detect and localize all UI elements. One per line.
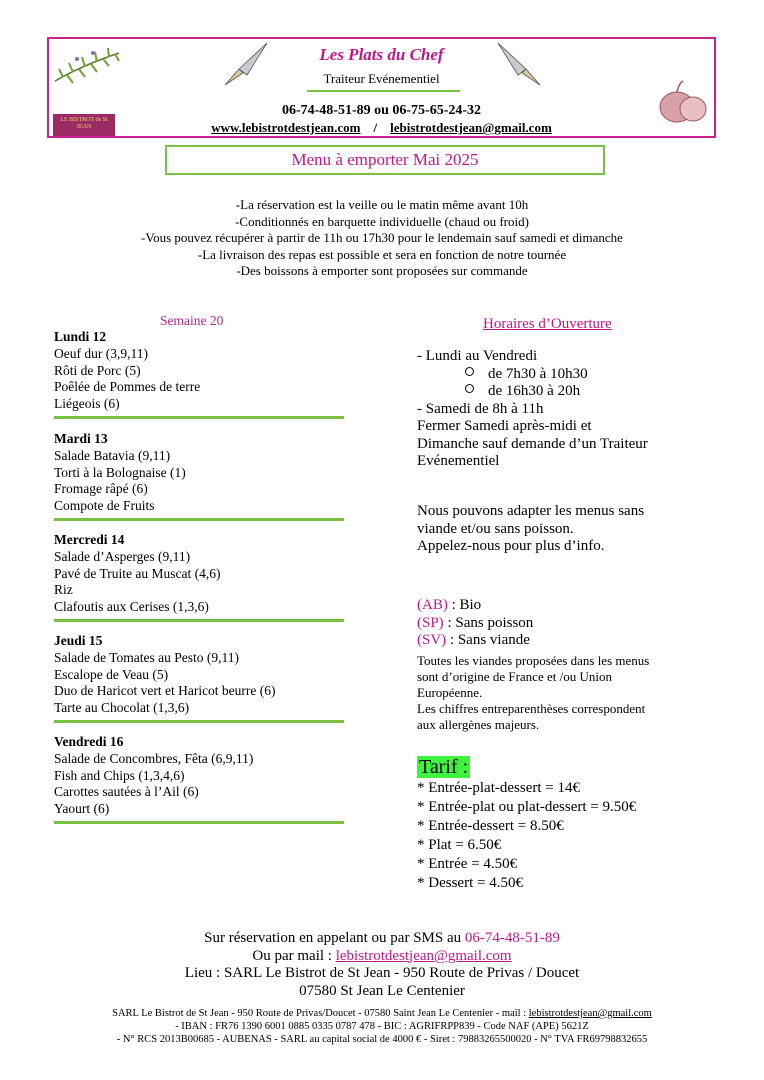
note-line: -La réservation est la veille ou le matin même avant 10h (235, 197, 529, 212)
hours-slot-text: de 7h30 à 10h30 (488, 365, 588, 382)
reservation-text: Sur réservation en appelant ou par SMS au (204, 930, 465, 946)
tarif-item: * Plat = 6.50€ (417, 837, 502, 853)
hours-saturday: - Samedi de 8h à 11h (417, 400, 544, 417)
tarif-title: Tarif : (419, 756, 469, 778)
legend-item (417, 615, 737, 633)
reservation-line (0, 930, 764, 948)
note-line: -Conditionnés en barquette individuelle (chaud ou froid) (235, 213, 529, 229)
dish-item: Fromage râpé (6) (54, 481, 148, 497)
dish-item: Yaourt (6) (54, 801, 110, 817)
legend-code: (AB) (417, 597, 448, 613)
dish-item: Compote de Fruits (54, 498, 155, 514)
dish-item: Torti à la Bolognaise (1) (54, 464, 186, 480)
day-block (54, 532, 346, 622)
dish-item: Poêlée de Pommes de terre (54, 379, 201, 395)
day-divider (54, 619, 344, 622)
hours-block (417, 348, 737, 471)
legal-line: - N° RCS 2013B00685 - AUBENAS - SARL au capital social de 4000 € - Siret : 79883265500020 - N° TVA FR69798832655 (116, 1034, 648, 1045)
adapt-line: viande et/ou sans poisson. (417, 520, 574, 537)
header-links (49, 120, 714, 136)
day-block (54, 633, 346, 723)
mail-line (0, 948, 764, 966)
legal-email-link[interactable]: lebistrotdestjean@gmail.com (528, 1008, 652, 1019)
dish-item: Pavé de Truite au Muscat (4,6) (54, 565, 221, 581)
day-block (54, 734, 346, 824)
adapt-line: Appelez-nous pour plus d’info. (417, 538, 605, 554)
dish-item: Tarte au Chocolat (1,3,6) (54, 700, 190, 716)
legend-code: (SP) (417, 614, 444, 631)
hours-slot-text: de 16h30 à 20h (488, 383, 581, 399)
origin-line: Européenne. (417, 685, 483, 700)
phone-numbers: 06-74-48-51-89 ou 06-75-65-24-32 (281, 103, 482, 118)
email-link[interactable]: lebistrotdestjean@gmail.com (390, 120, 552, 135)
hours-title: Horaires d’Ouverture (483, 316, 612, 332)
tarif-item: * Dessert = 4.50€ (417, 875, 523, 891)
closed-line: Dimanche sauf demande d’un Traiteur (417, 435, 648, 452)
day-name: Jeudi 15 (54, 633, 103, 648)
hours-slot (417, 366, 737, 384)
dish-item: Salade d’Asperges (9,11) (54, 548, 191, 564)
origin-line: sont d’origine de France et /ou Union (417, 669, 612, 684)
week-label: Semaine 20 (160, 313, 224, 328)
day-name: Mercredi 14 (54, 532, 125, 547)
legend-text: : Sans viande (446, 632, 530, 648)
dish-item: Duo de Haricot vert et Haricot beurre (6) (54, 683, 276, 699)
day-block (54, 431, 346, 521)
legend-block (417, 597, 737, 650)
note-line: -La livraison des repas est possible et sera en fonction de notre tournée (197, 246, 567, 262)
menu-title: Menu à emporter Mai 2025 (165, 145, 605, 175)
note-line: -Des boissons à emporter sont proposées sur commande (236, 263, 528, 278)
day-block (54, 329, 346, 419)
brand-title: Les Plats du Chef (319, 45, 444, 64)
dish-item: Carottes sautées à l’Ail (6) (54, 784, 199, 800)
origin-note (417, 653, 737, 733)
address-line: 07580 St Jean Le Centenier (299, 982, 465, 999)
origin-line: aux allergènes majeurs. (417, 717, 540, 732)
adapt-line: Nous pouvons adapter les menus sans (417, 503, 645, 519)
footer-legal (0, 1007, 764, 1046)
legend-item (417, 597, 737, 615)
tarif-item: * Entrée-plat-dessert = 14€ (417, 780, 580, 796)
dish-item: Salade Batavia (9,11) (54, 447, 171, 463)
legal-text: SARL Le Bistrot de St Jean - 950 Route de Privas/Doucet - 07580 Saint Jean Le Centenier - mail : (112, 1008, 529, 1019)
tarif-list (417, 779, 636, 893)
circle-bullet-icon (465, 384, 474, 393)
legend-code: (SV) (417, 632, 447, 648)
note-line: -Vous pouvez récupérer à partir de 11h ou 17h30 pour le lendemain sauf samedi et dimanche (141, 230, 623, 245)
header-box (47, 37, 716, 138)
footer-contact (0, 930, 764, 1000)
brand-subtitle: Traiteur Evénementiel (323, 71, 440, 86)
adapt-block (417, 503, 737, 556)
closed-line: Fermer Samedi après-midi et (417, 418, 592, 434)
dish-item: Liégeois (6) (54, 396, 120, 412)
day-divider (54, 720, 344, 723)
circle-bullet-icon (465, 367, 474, 376)
legal-line (0, 1007, 764, 1020)
closed-line: Evénementiel (417, 453, 500, 469)
tarif-item: * Entrée = 4.50€ (417, 856, 518, 872)
link-separator: / (373, 120, 378, 135)
legend-text: : Sans poisson (443, 614, 534, 631)
dish-item: Clafoutis aux Cerises (1,3,6) (54, 599, 209, 615)
dish-item: Riz (54, 582, 73, 598)
origin-line: Les chiffres entreparenthèses correspondent (417, 701, 646, 716)
dish-item: Oeuf dur (3,9,11) (54, 345, 148, 361)
tarif-item: * Entrée-plat ou plat-dessert = 9.50€ (417, 799, 637, 815)
mail-text: Ou par mail : (252, 947, 336, 964)
reservation-phone[interactable]: 06-74-48-51-89 (464, 930, 560, 946)
day-name: Vendredi 16 (54, 734, 124, 749)
origin-line: Toutes les viandes proposées dans les menus (417, 653, 650, 668)
brand-rule (307, 90, 460, 92)
address-line: Lieu : SARL Le Bistrot de St Jean - 950 Route de Privas / Doucet (184, 965, 580, 981)
legend-text: : Bio (447, 597, 482, 613)
day-divider (54, 518, 344, 521)
hours-slot (417, 383, 737, 401)
website-link[interactable]: www.lebistrotdestjean.com (211, 120, 361, 135)
tarif-item: * Entrée-dessert = 8.50€ (417, 818, 564, 834)
info-notes (40, 197, 724, 280)
dish-item: Salade de Concombres, Fêta (6,9,11) (54, 750, 254, 766)
dish-item: Fish and Chips (1,3,4,6) (54, 767, 185, 783)
legal-line: - IBAN : FR76 1390 6001 0885 0335 0787 478 - BIC : AGRIFRPP839 - Code NAF (APE) 5621Z (175, 1021, 589, 1032)
day-divider (54, 821, 344, 824)
legend-item (417, 632, 737, 650)
footer-email-link[interactable]: lebistrotdestjean@gmail.com (335, 947, 512, 964)
hours-weekdays: - Lundi au Vendredi (417, 348, 538, 364)
dish-item: Rôti de Porc (5) (54, 362, 141, 378)
dish-item: Escalope de Veau (5) (54, 666, 169, 682)
day-divider (54, 416, 344, 419)
bistrot-logo: LE BISTROT de St JEAN (53, 114, 115, 136)
dish-item: Salade de Tomates au Pesto (9,11) (54, 649, 240, 665)
day-name: Mardi 13 (54, 431, 108, 446)
day-name: Lundi 12 (54, 329, 107, 344)
